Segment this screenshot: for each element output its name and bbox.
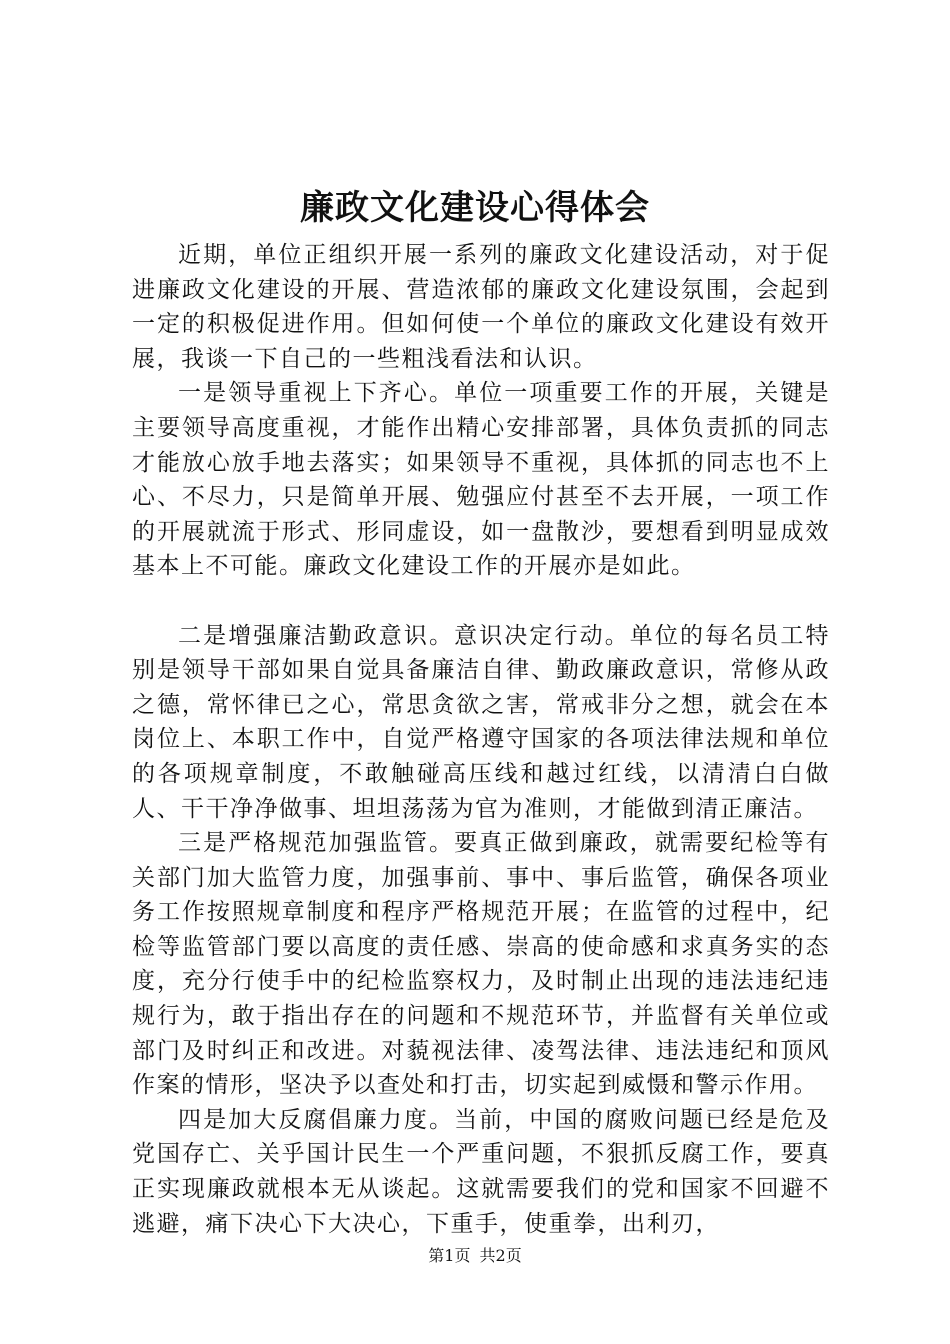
- paragraph-point-4: 四是加大反腐倡廉力度。当前，中国的腐败问题已经是危及党国存亡、关乎国计民生一个严重问题，不狠抓反腐工作，要真正实现廉政就根本无从谈起。这就需要我们的党和国家不回避不逃避，痛下决心下大决心，下重手，使重拳，出利刃，: [132, 1106, 830, 1237]
- document-title: 廉政文化建设心得体会: [300, 188, 650, 228]
- page-total: 共2页: [479, 1246, 522, 1265]
- paragraph-point-2: 二是增强廉洁勤政意识。意识决定行动。单位的每名员工特别是领导干部如果自觉具备廉洁自律、勤政廉政意识，常修从政之德，常怀律已之心，常思贪欲之害，常戒非分之想，就会在本岗位上、本职工作中，自觉严格遵守国家的各项法律法规和单位的各项规章制度，不敢触碰高压线和越过红线，以清清白白做人、干干净净做事、坦坦荡荡为官为准则，才能做到清正廉洁。: [132, 622, 830, 822]
- page-number: 第1页: [428, 1246, 471, 1265]
- paragraph-intro: 近期，单位正组织开展一系列的廉政文化建设活动，对于促进廉政文化建设的开展、营造浓郁的廉政文化建设氛围，会起到一定的积极促进作用。但如何使一个单位的廉政文化建设有效开展，我谈一下自己的一些粗浅看法和认识。: [132, 242, 830, 372]
- page-footer: [0, 1244, 950, 1268]
- paragraph-point-3: 三是严格规范加强监管。要真正做到廉政，就需要纪检等有关部门加大监管力度，加强事前、事中、事后监管，确保各项业务工作按照规章制度和程序严格规范开展；在监管的过程中，纪检等监管部门要以高度的责任感、崇高的使命感和求真务实的态度，充分行使手中的纪检监察权力，及时制止出现的违法违纪违规行为，敢于指出存在的问题和不规范环节，并监督有关单位或部门及时纠正和改进。对藐视法律、凌驾法律、违法违纪和顶风作案的情形，坚决予以查处和打击，切实起到威慑和警示作用。: [132, 830, 830, 1099]
- paragraph-gap: [132, 584, 830, 619]
- document-body: [132, 238, 830, 1241]
- paragraph-point-1: 一是领导重视上下齐心。单位一项重要工作的开展，关键是主要领导高度重视，才能作出精心安排部署，具体负责抓的同志才能放心放手地去落实；如果领导不重视，具体抓的同志也不上心、不尽力，只是简单开展、勉强应付甚至不去开展，一项工作的开展就流于形式、形同虚设，如一盘散沙，要想看到明显成效基本上不可能。廉政文化建设工作的开展亦是如此。: [132, 380, 830, 580]
